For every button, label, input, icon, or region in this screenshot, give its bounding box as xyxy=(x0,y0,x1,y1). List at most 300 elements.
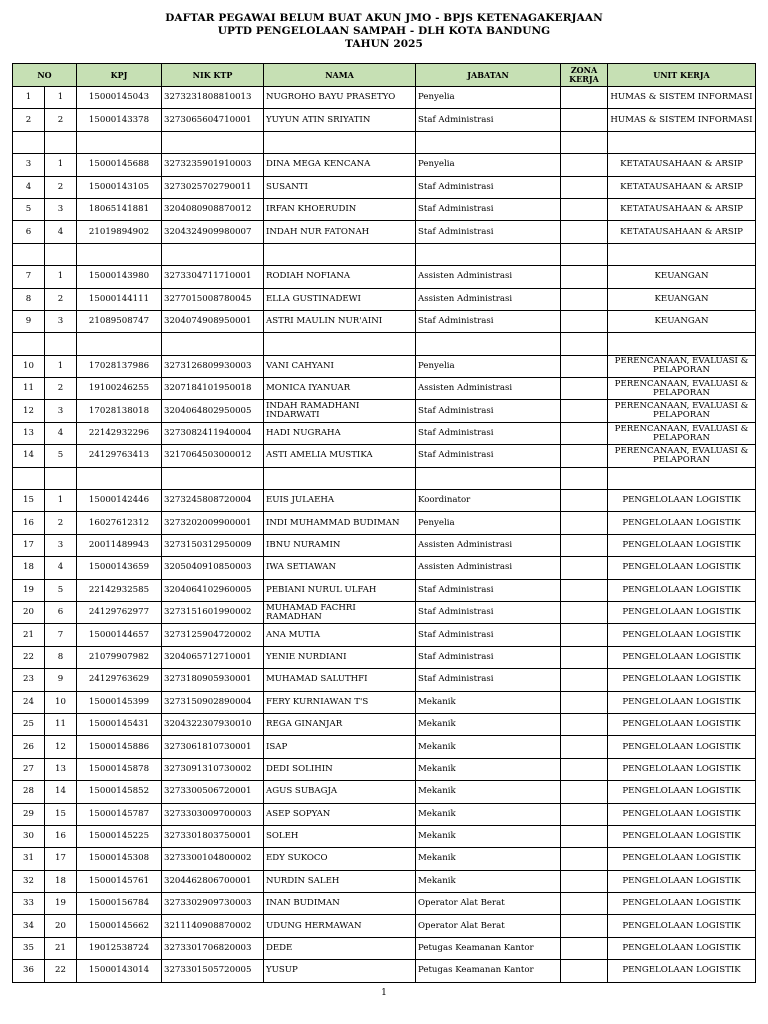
cell-sub-no: 4 xyxy=(45,221,77,243)
cell-sub-no: 10 xyxy=(45,691,77,713)
header-jabatan: JABATAN xyxy=(416,64,561,87)
cell-nik: 3273065604710001 xyxy=(162,109,264,131)
blank-row xyxy=(13,467,756,489)
cell-kpj: 21089508747 xyxy=(77,310,162,332)
cell-unit: PENGELOLAAN LOGISTIK xyxy=(608,781,756,803)
cell-kpj: 15000142446 xyxy=(77,490,162,512)
cell-sub-no: 15 xyxy=(45,803,77,825)
cell-sub-no: 5 xyxy=(45,445,77,467)
blank-row xyxy=(13,243,756,265)
cell-unit: PENGELOLAAN LOGISTIK xyxy=(608,691,756,713)
cell-jabatan: Staf Administrasi xyxy=(416,624,561,646)
cell-nik: 3217064503000012 xyxy=(162,445,264,467)
cell-zona xyxy=(561,579,608,601)
cell-sub-no: 20 xyxy=(45,915,77,937)
cell-kpj: 15000143105 xyxy=(77,176,162,198)
cell-no: 30 xyxy=(13,825,45,847)
cell-nama: ANA MUTIA xyxy=(264,624,416,646)
cell-zona xyxy=(561,154,608,176)
cell-zona xyxy=(561,557,608,579)
cell-sub-no: 3 xyxy=(45,534,77,556)
cell-nik: 3273061810730001 xyxy=(162,736,264,758)
empty-cell xyxy=(45,333,77,355)
cell-kpj: 15000145225 xyxy=(77,825,162,847)
cell-nik: 3211140908870002 xyxy=(162,915,264,937)
cell-unit: KEUANGAN xyxy=(608,310,756,332)
cell-unit: KETATAUSAHAAN & ARSIP xyxy=(608,221,756,243)
cell-sub-no: 17 xyxy=(45,848,77,870)
table-row xyxy=(13,198,756,220)
table-row xyxy=(13,490,756,512)
cell-no: 23 xyxy=(13,669,45,691)
cell-nik: 3273301803750001 xyxy=(162,825,264,847)
cell-nama: YUSUP xyxy=(264,960,416,982)
cell-kpj: 22142932296 xyxy=(77,422,162,444)
cell-nama: INDI MUHAMMAD BUDIMAN xyxy=(264,512,416,534)
empty-cell xyxy=(162,333,264,355)
empty-cell xyxy=(608,243,756,265)
cell-zona xyxy=(561,198,608,220)
cell-kpj: 21079907982 xyxy=(77,646,162,668)
cell-unit: PENGELOLAAN LOGISTIK xyxy=(608,915,756,937)
empty-cell xyxy=(264,333,416,355)
cell-unit: KETATAUSAHAAN & ARSIP xyxy=(608,176,756,198)
cell-nik: 3277015008780045 xyxy=(162,288,264,310)
cell-sub-no: 1 xyxy=(45,266,77,288)
cell-kpj: 15000145852 xyxy=(77,781,162,803)
table-row xyxy=(13,915,756,937)
table-row xyxy=(13,713,756,735)
cell-jabatan: Mekanik xyxy=(416,870,561,892)
cell-jabatan: Staf Administrasi xyxy=(416,422,561,444)
cell-no: 27 xyxy=(13,758,45,780)
empty-cell xyxy=(416,131,561,153)
cell-nama: FERY KURNIAWAN T'S xyxy=(264,691,416,713)
cell-zona xyxy=(561,355,608,377)
cell-jabatan: Assisten Administrasi xyxy=(416,534,561,556)
cell-nik: 3204080908870012 xyxy=(162,198,264,220)
cell-jabatan: Staf Administrasi xyxy=(416,579,561,601)
cell-zona xyxy=(561,937,608,959)
cell-no: 2 xyxy=(13,109,45,131)
cell-zona xyxy=(561,87,608,109)
cell-jabatan: Assisten Administrasi xyxy=(416,288,561,310)
cell-sub-no: 3 xyxy=(45,198,77,220)
cell-jabatan: Staf Administrasi xyxy=(416,310,561,332)
cell-kpj: 15000145662 xyxy=(77,915,162,937)
cell-no: 21 xyxy=(13,624,45,646)
cell-jabatan: Staf Administrasi xyxy=(416,198,561,220)
cell-sub-no: 1 xyxy=(45,154,77,176)
cell-nik: 3204324909980007 xyxy=(162,221,264,243)
cell-no: 24 xyxy=(13,691,45,713)
cell-no: 13 xyxy=(13,422,45,444)
cell-kpj: 22142932585 xyxy=(77,579,162,601)
cell-jabatan: Mekanik xyxy=(416,691,561,713)
table-row xyxy=(13,848,756,870)
cell-no: 29 xyxy=(13,803,45,825)
cell-unit: KEUANGAN xyxy=(608,288,756,310)
cell-zona xyxy=(561,691,608,713)
table-row xyxy=(13,601,756,623)
cell-unit: PENGELOLAAN LOGISTIK xyxy=(608,803,756,825)
empty-cell xyxy=(561,467,608,489)
cell-no: 33 xyxy=(13,893,45,915)
cell-jabatan: Mekanik xyxy=(416,848,561,870)
cell-nik: 3273202009900001 xyxy=(162,512,264,534)
cell-nik: 3204322307930010 xyxy=(162,713,264,735)
cell-sub-no: 5 xyxy=(45,579,77,601)
cell-nama: DEDE xyxy=(264,937,416,959)
cell-sub-no: 2 xyxy=(45,512,77,534)
cell-nama: SUSANTI xyxy=(264,176,416,198)
empty-cell xyxy=(162,243,264,265)
cell-unit: PENGELOLAAN LOGISTIK xyxy=(608,937,756,959)
cell-nik: 3273301706820003 xyxy=(162,937,264,959)
cell-no: 4 xyxy=(13,176,45,198)
table-row xyxy=(13,937,756,959)
cell-unit: PENGELOLAAN LOGISTIK xyxy=(608,512,756,534)
table-row xyxy=(13,512,756,534)
cell-sub-no: 2 xyxy=(45,288,77,310)
cell-no: 35 xyxy=(13,937,45,959)
cell-zona xyxy=(561,960,608,982)
blank-row xyxy=(13,333,756,355)
cell-kpj: 15000145886 xyxy=(77,736,162,758)
cell-sub-no: 2 xyxy=(45,176,77,198)
cell-no: 31 xyxy=(13,848,45,870)
cell-nik: 3273300104800002 xyxy=(162,848,264,870)
table-row xyxy=(13,579,756,601)
cell-kpj: 17028137986 xyxy=(77,355,162,377)
table-row xyxy=(13,422,756,444)
cell-unit: PENGELOLAAN LOGISTIK xyxy=(608,825,756,847)
cell-jabatan: Assisten Administrasi xyxy=(416,378,561,400)
cell-unit: PENGELOLAAN LOGISTIK xyxy=(608,713,756,735)
cell-unit: PENGELOLAAN LOGISTIK xyxy=(608,736,756,758)
cell-unit: PENGELOLAAN LOGISTIK xyxy=(608,960,756,982)
cell-nik: 3273180905930001 xyxy=(162,669,264,691)
cell-zona xyxy=(561,512,608,534)
cell-jabatan: Staf Administrasi xyxy=(416,221,561,243)
blank-row xyxy=(13,131,756,153)
cell-no: 9 xyxy=(13,310,45,332)
cell-jabatan: Penyelia xyxy=(416,154,561,176)
table-row xyxy=(13,154,756,176)
cell-sub-no: 1 xyxy=(45,87,77,109)
cell-jabatan: Mekanik xyxy=(416,781,561,803)
cell-kpj: 19012538724 xyxy=(77,937,162,959)
cell-jabatan: Staf Administrasi xyxy=(416,109,561,131)
cell-jabatan: Staf Administrasi xyxy=(416,669,561,691)
cell-unit: PENGELOLAAN LOGISTIK xyxy=(608,758,756,780)
cell-zona xyxy=(561,266,608,288)
cell-nama: UDUNG HERMAWAN xyxy=(264,915,416,937)
cell-zona xyxy=(561,378,608,400)
cell-kpj: 15000143659 xyxy=(77,557,162,579)
empty-cell xyxy=(561,243,608,265)
table-row xyxy=(13,781,756,803)
cell-zona xyxy=(561,803,608,825)
cell-sub-no: 13 xyxy=(45,758,77,780)
empty-cell xyxy=(77,467,162,489)
table-row xyxy=(13,176,756,198)
document-title: DAFTAR PEGAWAI BELUM BUAT AKUN JMO - BPJS KETENAGAKERJAAN xyxy=(165,12,603,24)
cell-jabatan: Koordinator xyxy=(416,490,561,512)
cell-nama: YENIE NURDIANI xyxy=(264,646,416,668)
cell-kpj: 15000145761 xyxy=(77,870,162,892)
cell-kpj: 15000145688 xyxy=(77,154,162,176)
cell-sub-no: 21 xyxy=(45,937,77,959)
table-row xyxy=(13,534,756,556)
cell-no: 18 xyxy=(13,557,45,579)
cell-nama: EUIS JULAEHA xyxy=(264,490,416,512)
cell-kpj: 24129762977 xyxy=(77,601,162,623)
cell-nik: 3273125904720002 xyxy=(162,624,264,646)
cell-unit: PENGELOLAAN LOGISTIK xyxy=(608,646,756,668)
cell-nik: 3205040910850003 xyxy=(162,557,264,579)
cell-sub-no: 1 xyxy=(45,355,77,377)
header-no: NO xyxy=(13,64,77,87)
cell-zona xyxy=(561,848,608,870)
cell-zona xyxy=(561,176,608,198)
cell-nama: ASEP SOPYAN xyxy=(264,803,416,825)
empty-cell xyxy=(561,333,608,355)
table-row xyxy=(13,288,756,310)
cell-zona xyxy=(561,624,608,646)
cell-kpj: 15000144111 xyxy=(77,288,162,310)
cell-nama: MUHAMAD SALUTHFI xyxy=(264,669,416,691)
cell-sub-no: 18 xyxy=(45,870,77,892)
cell-sub-no: 14 xyxy=(45,781,77,803)
table-row xyxy=(13,624,756,646)
cell-zona xyxy=(561,758,608,780)
cell-nik: 3273303009700003 xyxy=(162,803,264,825)
table-row xyxy=(13,445,756,467)
cell-sub-no: 12 xyxy=(45,736,77,758)
table-row xyxy=(13,378,756,400)
cell-jabatan: Penyelia xyxy=(416,87,561,109)
cell-jabatan: Staf Administrasi xyxy=(416,176,561,198)
cell-nama: IBNU NURAMIN xyxy=(264,534,416,556)
cell-nama: ASTRI MAULIN NUR'AINI xyxy=(264,310,416,332)
cell-sub-no: 3 xyxy=(45,310,77,332)
cell-no: 3 xyxy=(13,154,45,176)
cell-kpj: 15000145431 xyxy=(77,713,162,735)
cell-nama: PEBIANI NURUL ULFAH xyxy=(264,579,416,601)
cell-sub-no: 2 xyxy=(45,109,77,131)
cell-jabatan: Mekanik xyxy=(416,713,561,735)
cell-no: 34 xyxy=(13,915,45,937)
cell-sub-no: 16 xyxy=(45,825,77,847)
cell-jabatan: Staf Administrasi xyxy=(416,445,561,467)
cell-nama: MUHAMAD FACHRI RAMADHAN xyxy=(264,601,416,623)
cell-nama: ISAP xyxy=(264,736,416,758)
cell-sub-no: 3 xyxy=(45,400,77,422)
header-nama: NAMA xyxy=(264,64,416,87)
cell-no: 32 xyxy=(13,870,45,892)
cell-nik: 3273082411940004 xyxy=(162,422,264,444)
empty-cell xyxy=(264,131,416,153)
cell-nama: ASTI AMELIA MUSTIKA xyxy=(264,445,416,467)
cell-unit: PENGELOLAAN LOGISTIK xyxy=(608,870,756,892)
cell-kpj: 15000144657 xyxy=(77,624,162,646)
empty-cell xyxy=(45,467,77,489)
cell-nama: AGUS SUBAGJA xyxy=(264,781,416,803)
cell-no: 10 xyxy=(13,355,45,377)
cell-no: 14 xyxy=(13,445,45,467)
cell-sub-no: 22 xyxy=(45,960,77,982)
cell-kpj: 15000143014 xyxy=(77,960,162,982)
cell-unit: PENGELOLAAN LOGISTIK xyxy=(608,601,756,623)
cell-no: 11 xyxy=(13,378,45,400)
empty-cell xyxy=(77,131,162,153)
table-row xyxy=(13,736,756,758)
cell-unit: PENGELOLAAN LOGISTIK xyxy=(608,624,756,646)
empty-cell xyxy=(416,467,561,489)
table-header-row xyxy=(13,64,756,87)
cell-jabatan: Mekanik xyxy=(416,825,561,847)
cell-nik: 3273245808720004 xyxy=(162,490,264,512)
cell-jabatan: Staf Administrasi xyxy=(416,601,561,623)
header-kpj: KPJ xyxy=(77,64,162,87)
cell-unit: KETATAUSAHAAN & ARSIP xyxy=(608,198,756,220)
cell-jabatan: Mekanik xyxy=(416,736,561,758)
cell-nama: EDY SUKOCO xyxy=(264,848,416,870)
cell-kpj: 15000156784 xyxy=(77,893,162,915)
cell-kpj: 15000145043 xyxy=(77,87,162,109)
cell-nik: 3273304711710001 xyxy=(162,266,264,288)
cell-nama: INAN BUDIMAN xyxy=(264,893,416,915)
cell-unit: PENGELOLAAN LOGISTIK xyxy=(608,490,756,512)
cell-nik: 3273126809930003 xyxy=(162,355,264,377)
table-row xyxy=(13,960,756,982)
cell-kpj: 18065141881 xyxy=(77,198,162,220)
empty-cell xyxy=(608,131,756,153)
cell-zona xyxy=(561,422,608,444)
table-row xyxy=(13,825,756,847)
cell-jabatan: Staf Administrasi xyxy=(416,646,561,668)
cell-no: 36 xyxy=(13,960,45,982)
cell-no: 1 xyxy=(13,87,45,109)
table-row xyxy=(13,310,756,332)
empty-cell xyxy=(162,131,264,153)
cell-unit: PERENCANAAN, EVALUASI & PELAPORAN xyxy=(608,400,756,422)
cell-zona xyxy=(561,310,608,332)
cell-nik: 3204065712710001 xyxy=(162,646,264,668)
empty-cell xyxy=(13,333,45,355)
cell-unit: PENGELOLAAN LOGISTIK xyxy=(608,579,756,601)
cell-kpj: 16027612312 xyxy=(77,512,162,534)
page-number: 1 xyxy=(381,988,387,998)
cell-kpj: 15000145878 xyxy=(77,758,162,780)
cell-nama: NURDIN SALEH xyxy=(264,870,416,892)
cell-kpj: 15000145308 xyxy=(77,848,162,870)
table-row xyxy=(13,646,756,668)
cell-unit: PERENCANAAN, EVALUASI & PELAPORAN xyxy=(608,355,756,377)
cell-no: 28 xyxy=(13,781,45,803)
cell-kpj: 21019894902 xyxy=(77,221,162,243)
cell-no: 12 xyxy=(13,400,45,422)
cell-zona xyxy=(561,646,608,668)
cell-unit: KETATAUSAHAAN & ARSIP xyxy=(608,154,756,176)
table-row xyxy=(13,870,756,892)
cell-jabatan: Operator Alat Berat xyxy=(416,915,561,937)
cell-zona xyxy=(561,870,608,892)
empty-cell xyxy=(77,243,162,265)
table-row xyxy=(13,893,756,915)
cell-no: 25 xyxy=(13,713,45,735)
cell-kpj: 17028138018 xyxy=(77,400,162,422)
cell-no: 15 xyxy=(13,490,45,512)
cell-sub-no: 9 xyxy=(45,669,77,691)
cell-nik: 3273231808810013 xyxy=(162,87,264,109)
empty-cell xyxy=(608,467,756,489)
table-row xyxy=(13,758,756,780)
empty-cell xyxy=(45,243,77,265)
cell-jabatan: Operator Alat Berat xyxy=(416,893,561,915)
table-row xyxy=(13,109,756,131)
empty-cell xyxy=(561,131,608,153)
employee-table xyxy=(12,63,756,983)
table-row xyxy=(13,400,756,422)
empty-cell xyxy=(264,467,416,489)
cell-kpj: 15000143980 xyxy=(77,266,162,288)
cell-nama: NUGROHO BAYU PRASETYO xyxy=(264,87,416,109)
cell-nama: MONICA IYANUAR xyxy=(264,378,416,400)
cell-nik: 3273235901910003 xyxy=(162,154,264,176)
cell-unit: PERENCANAAN, EVALUASI & PELAPORAN xyxy=(608,378,756,400)
cell-nik: 3207184101950018 xyxy=(162,378,264,400)
cell-nik: 3273150312950009 xyxy=(162,534,264,556)
cell-jabatan: Mekanik xyxy=(416,758,561,780)
cell-unit: PENGELOLAAN LOGISTIK xyxy=(608,534,756,556)
empty-cell xyxy=(13,131,45,153)
cell-no: 26 xyxy=(13,736,45,758)
cell-no: 7 xyxy=(13,266,45,288)
cell-zona xyxy=(561,893,608,915)
cell-nama: SOLEH xyxy=(264,825,416,847)
cell-sub-no: 4 xyxy=(45,422,77,444)
cell-nama: ELLA GUSTINADEWI xyxy=(264,288,416,310)
table-body xyxy=(13,87,756,983)
cell-zona xyxy=(561,221,608,243)
cell-zona xyxy=(561,288,608,310)
cell-kpj: 15000143378 xyxy=(77,109,162,131)
cell-no: 20 xyxy=(13,601,45,623)
cell-zona xyxy=(561,445,608,467)
cell-unit: PENGELOLAAN LOGISTIK xyxy=(608,557,756,579)
cell-no: 5 xyxy=(13,198,45,220)
cell-no: 16 xyxy=(13,512,45,534)
cell-kpj: 19100246255 xyxy=(77,378,162,400)
document-year: TAHUN 2025 xyxy=(345,38,423,50)
cell-no: 8 xyxy=(13,288,45,310)
cell-nik: 3204064102960005 xyxy=(162,579,264,601)
cell-nama: HADI NUGRAHA xyxy=(264,422,416,444)
cell-nama: DEDI SOLIHIN xyxy=(264,758,416,780)
empty-cell xyxy=(416,333,561,355)
table-row xyxy=(13,87,756,109)
empty-cell xyxy=(45,131,77,153)
cell-zona xyxy=(561,825,608,847)
empty-cell xyxy=(13,467,45,489)
cell-nama: DINA MEGA KENCANA xyxy=(264,154,416,176)
cell-sub-no: 8 xyxy=(45,646,77,668)
cell-nik: 3273300506720001 xyxy=(162,781,264,803)
cell-nik: 3273301505720005 xyxy=(162,960,264,982)
cell-nik: 3204064802950005 xyxy=(162,400,264,422)
